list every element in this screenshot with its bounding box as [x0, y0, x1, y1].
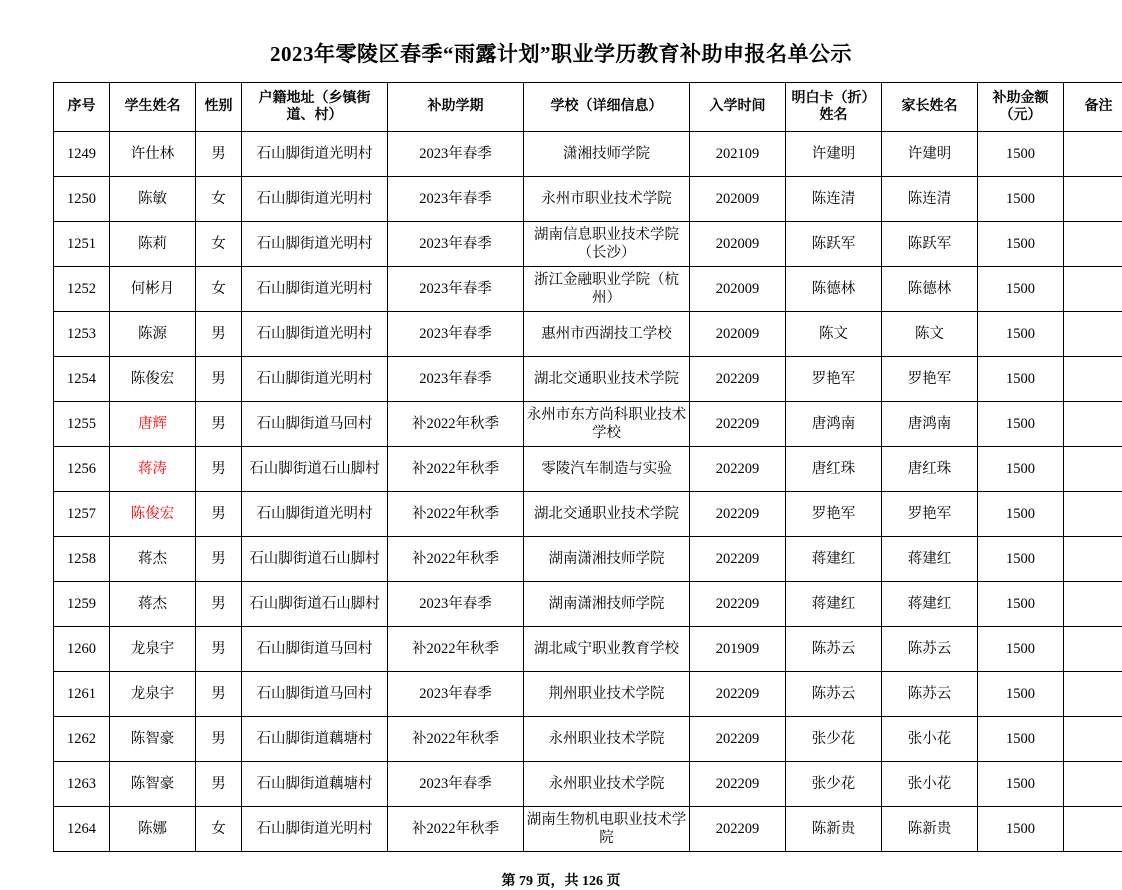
cell-parent-name: 唐红珠	[882, 447, 978, 492]
cell-seq: 1250	[54, 177, 110, 222]
cell-term: 2023年春季	[388, 267, 524, 312]
cell-remark	[1064, 762, 1122, 807]
cell-student-name: 蒋杰	[110, 537, 196, 582]
cell-seq: 1257	[54, 492, 110, 537]
cell-card-name: 陈苏云	[786, 627, 882, 672]
cell-gender: 女	[196, 807, 242, 852]
cell-term: 2023年春季	[388, 357, 524, 402]
cell-enrollment-time: 202209	[690, 537, 786, 582]
column-header-seq: 序号	[54, 83, 110, 132]
cell-gender: 女	[196, 222, 242, 267]
cell-student-name: 陈莉	[110, 222, 196, 267]
cell-seq: 1263	[54, 762, 110, 807]
cell-enrollment-time: 202009	[690, 222, 786, 267]
cell-student-name: 陈娜	[110, 807, 196, 852]
cell-amount: 1500	[978, 672, 1064, 717]
cell-card-name: 罗艳军	[786, 492, 882, 537]
cell-card-name: 罗艳军	[786, 357, 882, 402]
cell-gender: 男	[196, 582, 242, 627]
cell-remark	[1064, 537, 1122, 582]
cell-address: 石山脚街道光明村	[242, 312, 388, 357]
cell-school: 潇湘技师学院	[524, 132, 690, 177]
cell-term: 补2022年秋季	[388, 627, 524, 672]
cell-school: 湖北交通职业技术学院	[524, 492, 690, 537]
cell-remark	[1064, 627, 1122, 672]
cell-amount: 1500	[978, 627, 1064, 672]
table-row	[54, 402, 1122, 447]
cell-term: 补2022年秋季	[388, 537, 524, 582]
cell-gender: 男	[196, 447, 242, 492]
table-row	[54, 222, 1122, 267]
cell-gender: 男	[196, 402, 242, 447]
cell-student-name: 龙泉宇	[110, 672, 196, 717]
cell-amount: 1500	[978, 177, 1064, 222]
cell-enrollment-time: 202209	[690, 402, 786, 447]
cell-student-name: 陈源	[110, 312, 196, 357]
cell-seq: 1252	[54, 267, 110, 312]
cell-gender: 男	[196, 492, 242, 537]
cell-remark	[1064, 447, 1122, 492]
cell-student-name: 蒋杰	[110, 582, 196, 627]
table-row	[54, 807, 1122, 852]
cell-remark	[1064, 132, 1122, 177]
cell-enrollment-time: 202109	[690, 132, 786, 177]
cell-card-name: 蒋建红	[786, 537, 882, 582]
column-header-enrollment-time: 入学时间	[690, 83, 786, 132]
cell-school: 零陵汽车制造与实验	[524, 447, 690, 492]
cell-school: 永州职业技术学院	[524, 717, 690, 762]
cell-enrollment-time: 202009	[690, 267, 786, 312]
cell-school: 湖南潇湘技师学院	[524, 582, 690, 627]
cell-school: 荆州职业技术学院	[524, 672, 690, 717]
cell-term: 2023年春季	[388, 177, 524, 222]
cell-school: 湖南潇湘技师学院	[524, 537, 690, 582]
cell-address: 石山脚街道石山脚村	[242, 537, 388, 582]
cell-seq: 1249	[54, 132, 110, 177]
table-row	[54, 267, 1122, 312]
cell-amount: 1500	[978, 132, 1064, 177]
cell-amount: 1500	[978, 402, 1064, 447]
column-header-student-name: 学生姓名	[110, 83, 196, 132]
cell-remark	[1064, 402, 1122, 447]
cell-enrollment-time: 202209	[690, 672, 786, 717]
cell-parent-name: 陈文	[882, 312, 978, 357]
cell-enrollment-time: 202209	[690, 492, 786, 537]
cell-enrollment-time: 202209	[690, 807, 786, 852]
table-row	[54, 492, 1122, 537]
cell-address: 石山脚街道藕塘村	[242, 762, 388, 807]
cell-seq: 1256	[54, 447, 110, 492]
cell-seq: 1251	[54, 222, 110, 267]
table-row	[54, 672, 1122, 717]
cell-school: 惠州市西湖技工学校	[524, 312, 690, 357]
table-container	[53, 82, 1069, 852]
cell-amount: 1500	[978, 312, 1064, 357]
cell-school: 湖北交通职业技术学院	[524, 357, 690, 402]
cell-student-name: 陈智豪	[110, 762, 196, 807]
table-row	[54, 627, 1122, 672]
cell-term: 2023年春季	[388, 312, 524, 357]
table-row	[54, 357, 1122, 402]
cell-amount: 1500	[978, 762, 1064, 807]
cell-gender: 男	[196, 312, 242, 357]
cell-seq: 1262	[54, 717, 110, 762]
cell-enrollment-time: 201909	[690, 627, 786, 672]
cell-gender: 男	[196, 537, 242, 582]
cell-term: 2023年春季	[388, 222, 524, 267]
cell-seq: 1254	[54, 357, 110, 402]
table-row	[54, 537, 1122, 582]
column-header-card-name: 明白卡（折）姓名	[786, 83, 882, 132]
cell-address: 石山脚街道石山脚村	[242, 582, 388, 627]
table-row	[54, 132, 1122, 177]
cell-parent-name: 陈德林	[882, 267, 978, 312]
table-row	[54, 762, 1122, 807]
cell-student-name: 陈敏	[110, 177, 196, 222]
cell-gender: 男	[196, 762, 242, 807]
cell-address: 石山脚街道藕塘村	[242, 717, 388, 762]
cell-term: 补2022年秋季	[388, 402, 524, 447]
cell-remark	[1064, 357, 1122, 402]
cell-remark	[1064, 717, 1122, 762]
cell-term: 2023年春季	[388, 672, 524, 717]
cell-remark	[1064, 312, 1122, 357]
cell-term: 补2022年秋季	[388, 447, 524, 492]
table-header	[54, 83, 1122, 132]
cell-card-name: 陈跃军	[786, 222, 882, 267]
cell-gender: 男	[196, 717, 242, 762]
cell-term: 2023年春季	[388, 582, 524, 627]
cell-student-name: 陈俊宏	[110, 492, 196, 537]
column-header-parent-name: 家长姓名	[882, 83, 978, 132]
cell-term: 2023年春季	[388, 132, 524, 177]
table-row	[54, 177, 1122, 222]
cell-card-name: 蒋建红	[786, 582, 882, 627]
cell-student-name: 唐辉	[110, 402, 196, 447]
cell-parent-name: 陈连清	[882, 177, 978, 222]
cell-address: 石山脚街道光明村	[242, 807, 388, 852]
cell-address: 石山脚街道马回村	[242, 402, 388, 447]
cell-remark	[1064, 672, 1122, 717]
cell-parent-name: 陈苏云	[882, 672, 978, 717]
cell-amount: 1500	[978, 492, 1064, 537]
cell-school: 湖北咸宁职业教育学校	[524, 627, 690, 672]
cell-school: 永州市东方尚科职业技术学校	[524, 402, 690, 447]
cell-remark	[1064, 267, 1122, 312]
cell-address: 石山脚街道光明村	[242, 492, 388, 537]
cell-seq: 1259	[54, 582, 110, 627]
cell-card-name: 唐红珠	[786, 447, 882, 492]
cell-enrollment-time: 202009	[690, 177, 786, 222]
cell-parent-name: 罗艳军	[882, 492, 978, 537]
cell-enrollment-time: 202209	[690, 762, 786, 807]
cell-student-name: 陈俊宏	[110, 357, 196, 402]
document-page	[0, 38, 1122, 831]
cell-amount: 1500	[978, 267, 1064, 312]
cell-gender: 女	[196, 177, 242, 222]
cell-enrollment-time: 202009	[690, 312, 786, 357]
cell-enrollment-time: 202209	[690, 717, 786, 762]
cell-amount: 1500	[978, 807, 1064, 852]
cell-school: 湖南生物机电职业技术学院	[524, 807, 690, 852]
cell-seq: 1253	[54, 312, 110, 357]
cell-student-name: 蒋涛	[110, 447, 196, 492]
cell-parent-name: 陈跃军	[882, 222, 978, 267]
cell-remark	[1064, 582, 1122, 627]
cell-enrollment-time: 202209	[690, 357, 786, 402]
cell-parent-name: 张小花	[882, 762, 978, 807]
cell-parent-name: 蒋建红	[882, 537, 978, 582]
cell-term: 2023年春季	[388, 762, 524, 807]
cell-gender: 女	[196, 267, 242, 312]
cell-remark	[1064, 222, 1122, 267]
cell-card-name: 陈新贵	[786, 807, 882, 852]
cell-remark	[1064, 177, 1122, 222]
cell-card-name: 陈连清	[786, 177, 882, 222]
column-header-address: 户籍地址（乡镇街道、村）	[242, 83, 388, 132]
cell-amount: 1500	[978, 357, 1064, 402]
table-row	[54, 312, 1122, 357]
column-header-remark: 备注	[1064, 83, 1122, 132]
page-footer: 第 79 页，共 126 页	[0, 870, 1122, 890]
cell-term: 补2022年秋季	[388, 717, 524, 762]
cell-enrollment-time: 202209	[690, 447, 786, 492]
cell-school: 永州市职业技术学院	[524, 177, 690, 222]
cell-term: 补2022年秋季	[388, 492, 524, 537]
table-header-row	[54, 83, 1122, 132]
cell-seq: 1258	[54, 537, 110, 582]
cell-school: 永州职业技术学院	[524, 762, 690, 807]
cell-card-name: 唐鸿南	[786, 402, 882, 447]
cell-parent-name: 许建明	[882, 132, 978, 177]
cell-term: 补2022年秋季	[388, 807, 524, 852]
cell-parent-name: 陈苏云	[882, 627, 978, 672]
cell-card-name: 陈文	[786, 312, 882, 357]
cell-gender: 男	[196, 627, 242, 672]
cell-remark	[1064, 807, 1122, 852]
cell-parent-name: 陈新贵	[882, 807, 978, 852]
cell-amount: 1500	[978, 537, 1064, 582]
cell-remark	[1064, 492, 1122, 537]
cell-student-name: 何彬月	[110, 267, 196, 312]
cell-address: 石山脚街道光明村	[242, 177, 388, 222]
table-row	[54, 717, 1122, 762]
cell-parent-name: 唐鸿南	[882, 402, 978, 447]
cell-amount: 1500	[978, 447, 1064, 492]
cell-address: 石山脚街道光明村	[242, 222, 388, 267]
cell-card-name: 陈德林	[786, 267, 882, 312]
cell-student-name: 陈智豪	[110, 717, 196, 762]
cell-address: 石山脚街道马回村	[242, 672, 388, 717]
cell-amount: 1500	[978, 582, 1064, 627]
column-header-gender: 性别	[196, 83, 242, 132]
cell-seq: 1255	[54, 402, 110, 447]
cell-school: 浙江金融职业学院（杭州）	[524, 267, 690, 312]
cell-student-name: 许仕林	[110, 132, 196, 177]
cell-gender: 男	[196, 357, 242, 402]
cell-gender: 男	[196, 132, 242, 177]
cell-address: 石山脚街道光明村	[242, 132, 388, 177]
cell-amount: 1500	[978, 717, 1064, 762]
cell-card-name: 张少花	[786, 717, 882, 762]
cell-school: 湖南信息职业技术学院（长沙）	[524, 222, 690, 267]
subsidy-listing-table	[53, 82, 1122, 852]
table-body	[54, 132, 1122, 852]
page-title: 2023年零陵区春季“雨露计划”职业学历教育补助申报名单公示	[0, 38, 1122, 68]
cell-parent-name: 罗艳军	[882, 357, 978, 402]
cell-student-name: 龙泉宇	[110, 627, 196, 672]
column-header-school: 学校（详细信息）	[524, 83, 690, 132]
cell-seq: 1261	[54, 672, 110, 717]
cell-card-name: 张少花	[786, 762, 882, 807]
table-row	[54, 447, 1122, 492]
cell-address: 石山脚街道光明村	[242, 267, 388, 312]
table-row	[54, 582, 1122, 627]
cell-seq: 1260	[54, 627, 110, 672]
cell-card-name: 陈苏云	[786, 672, 882, 717]
cell-parent-name: 蒋建红	[882, 582, 978, 627]
cell-gender: 男	[196, 672, 242, 717]
cell-address: 石山脚街道光明村	[242, 357, 388, 402]
cell-seq: 1264	[54, 807, 110, 852]
cell-amount: 1500	[978, 222, 1064, 267]
cell-address: 石山脚街道石山脚村	[242, 447, 388, 492]
cell-address: 石山脚街道马回村	[242, 627, 388, 672]
column-header-amount: 补助金额（元）	[978, 83, 1064, 132]
cell-enrollment-time: 202209	[690, 582, 786, 627]
column-header-term: 补助学期	[388, 83, 524, 132]
cell-parent-name: 张小花	[882, 717, 978, 762]
cell-card-name: 许建明	[786, 132, 882, 177]
